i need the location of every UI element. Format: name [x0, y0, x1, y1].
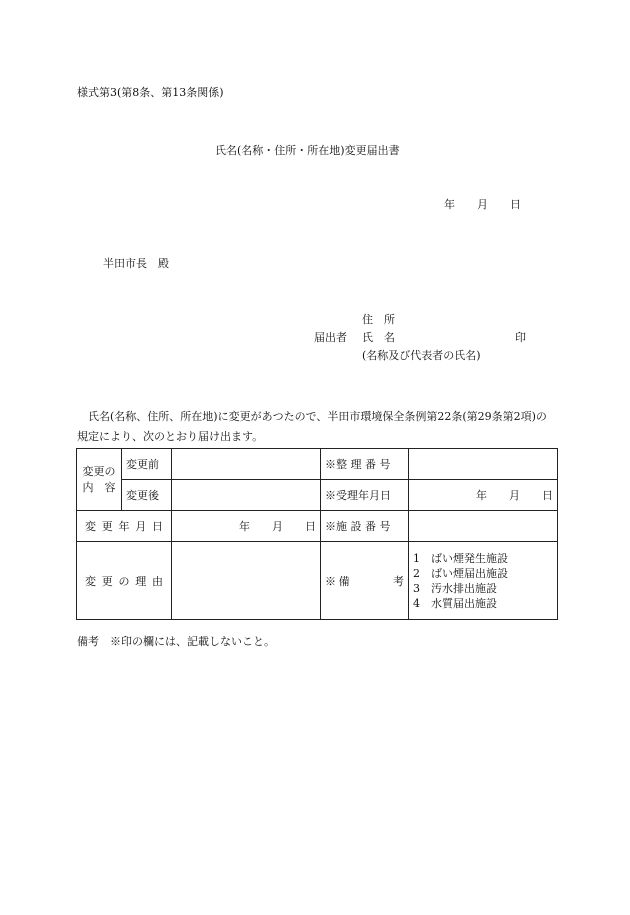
reason-cell[interactable]: [172, 542, 321, 620]
table-row: [77, 511, 558, 542]
facility-number-cell[interactable]: [409, 511, 558, 542]
received-date-label: ※受理年月日: [321, 480, 409, 511]
list-item: 4 水質届出施設: [413, 596, 497, 610]
reason-label: 変 更 の 理 由: [77, 542, 172, 620]
table-row: [77, 480, 558, 511]
seal-label: 印: [515, 331, 526, 344]
form-number: 様式第3(第8条、第13条関係): [77, 86, 224, 99]
received-date-value[interactable]: 年 月 日: [409, 480, 558, 511]
change-date-label: 変 更 年 月 日: [77, 511, 172, 542]
remarks-label: ※備 考: [321, 542, 409, 620]
facility-types-list: [409, 542, 558, 620]
after-value-cell[interactable]: [172, 480, 321, 511]
addressee: 半田市長 殿: [103, 257, 169, 270]
after-label: 変更後: [122, 480, 172, 511]
list-item: 3 汚水排出施設: [413, 581, 497, 595]
list-item: 1 ばい煙発生施設: [413, 551, 508, 565]
table-row: [77, 542, 558, 620]
footnote: 備考 ※印の欄には、記載しないこと。: [77, 635, 275, 648]
change-form-table: [76, 448, 558, 620]
filer-label: 届出者: [314, 331, 347, 344]
name-label: 氏 名: [362, 331, 395, 344]
before-value-cell[interactable]: [172, 449, 321, 480]
submission-date: 年 月 日: [444, 198, 521, 211]
representative-note: (名称及び代表者の氏名): [362, 349, 481, 362]
list-item: 2 ばい煙届出施設: [413, 566, 508, 580]
facility-number-label: ※施 設 番 号: [321, 511, 409, 542]
reg-number-label: ※整 理 番 号: [321, 449, 409, 480]
statement-text: 氏名(名称、住所、所在地)に変更があつたので、半田市環境保全条例第22条(第29条第2項)の規定により、次のとおり届け出ます。: [77, 410, 547, 443]
change-content-label: 変更の 内 容: [77, 449, 122, 511]
reg-number-cell[interactable]: [409, 449, 558, 480]
before-label: 変更前: [122, 449, 172, 480]
table-row: [77, 449, 558, 480]
change-date-value[interactable]: 年 月 日: [172, 511, 321, 542]
document-title: 氏名(名称・住所・所在地)変更届出書: [215, 144, 400, 157]
address-label: 住 所: [362, 313, 395, 326]
